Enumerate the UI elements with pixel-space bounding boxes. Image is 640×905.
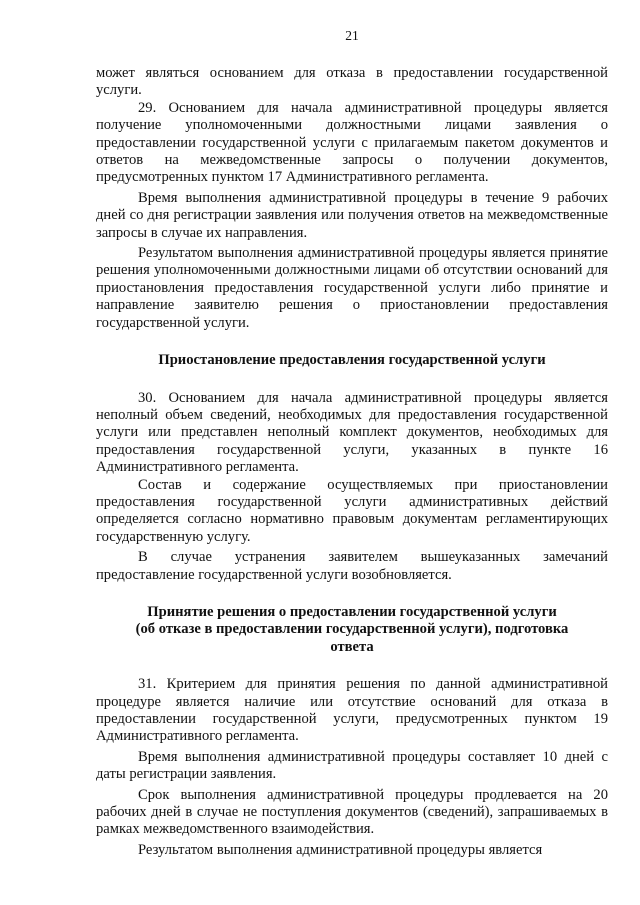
section-heading-suspension: Приостановление предоставления государственной услуги [158,352,546,369]
section-heading-decision [96,604,608,656]
paragraph-continuation: может являться основанием для отказа в предоставлении государственной услуги. [96,65,608,99]
paragraph-29-time: Время выполнения административной процедуры в течение 9 рабочих дней со дня регистрации заявления или получения ответов на межведомственные запросы в случае их направления. [96,189,608,241]
page-number: 21 [345,28,359,43]
paragraph-31-result: Результатом выполнения административной процедуры является [138,841,543,858]
document-page [96,28,608,859]
paragraph-31-time: Время выполнения административной процедуры составляет 10 дней с даты регистрации заявления. [96,748,608,783]
section-heading-decision-line-3: ответа [330,638,374,655]
section-heading-decision-line-1: Принятие решения о предоставлении государственной услуги [147,603,557,620]
section-heading-decision-line-2: (об отказе в предоставлении государственной услуги), подготовка [135,621,569,638]
paragraph-29: 29. Основанием для начала административной процедуры является получение уполномоченными должностными лицами заявления о предоставлении государственной услуги с прилагаемым пакетом документов и ответов на межведомственные запросы о получении документов, предусмотренных пунктом 17 Административного регламента. [96,99,608,186]
paragraph-31-extension: Срок выполнения административной процедуры продлевается на 20 рабочих дней в случае не поступления документов (сведений), запрашиваемых в рамках межведомственного взаимодействия. [96,786,608,838]
paragraph-30: 30. Основанием для начала административной процедуры является неполный объем сведений, необходимых для предоставления государственной услуги или представлен неполный комплект документов, необходимых для предоставления государственной услуги, указанных в пункте 16 Административного регламента. [96,389,608,476]
paragraph-29-result: Результатом выполнения административной процедуры является принятие решения уполномоченными должностными лицами об отсутствии оснований для приостановления предоставления государственной услуги либо принятие и направление заявителю решения о приостановлении предоставления государственной услуги. [96,245,608,331]
paragraph-31: 31. Критерием для принятия решения по данной административной процедуре является наличие или отсутствие оснований для отказа в предоставлении государственной услуги, предусмотренных пунктом 19 Административного регламента. [96,676,608,745]
paragraph-30-resumption: В случае устранения заявителем вышеуказанных замечаний предоставление государственной услуги возобновляется. [96,549,608,583]
paragraph-30-composition: Состав и содержание осуществляемых при приостановлении предоставления государственной услуги административных действий определяется согласно нормативно правовым документам регламентирующих государственную услугу. [96,476,608,545]
